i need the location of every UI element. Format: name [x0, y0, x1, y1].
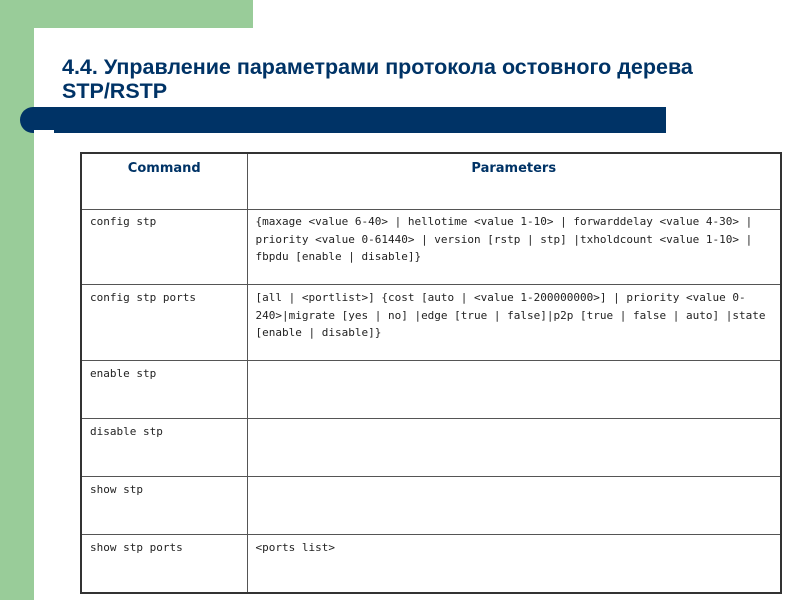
parameters-cell: [247, 477, 781, 535]
decor-green-band-left: [0, 0, 34, 600]
table-row: [81, 535, 781, 594]
command-table: [80, 152, 782, 594]
table-row: [81, 361, 781, 419]
table-header-row: [81, 153, 781, 210]
table-row: [81, 419, 781, 477]
slide-title: 4.4. Управление параметрами протокола остовного дерева STP/RSTP: [62, 55, 693, 103]
parameters-cell: <ports list>: [247, 535, 781, 594]
command-cell: show stp ports: [81, 535, 247, 594]
command-cell: enable stp: [81, 361, 247, 419]
command-cell: config stp: [81, 210, 247, 285]
parameters-cell: {maxage <value 6-40> | hellotime <value 1-10> | forwarddelay <value 4-30> | priority <value 0-61440> | version [rstp | stp] |txholdcount <value 1-10> | fbpdu [enable | disable]}: [247, 210, 781, 285]
table-row: [81, 285, 781, 361]
command-cell: disable stp: [81, 419, 247, 477]
table-row: [81, 210, 781, 285]
command-cell: show stp: [81, 477, 247, 535]
header-command: Command: [81, 153, 247, 210]
title-underline-bar: [20, 107, 666, 133]
parameters-cell: [247, 361, 781, 419]
title-bar-notch: [34, 130, 54, 133]
table-row: [81, 477, 781, 535]
parameters-cell: [all | <portlist>] {cost [auto | <value 1-200000000>] | priority <value 0-240>|migrate [yes | no] |edge [true | false]|p2p [true | false | auto] |state [enable | disable]}: [247, 285, 781, 361]
decor-green-band-top: [0, 0, 253, 28]
header-parameters: Parameters: [247, 153, 781, 210]
parameters-cell: [247, 419, 781, 477]
command-cell: config stp ports: [81, 285, 247, 361]
